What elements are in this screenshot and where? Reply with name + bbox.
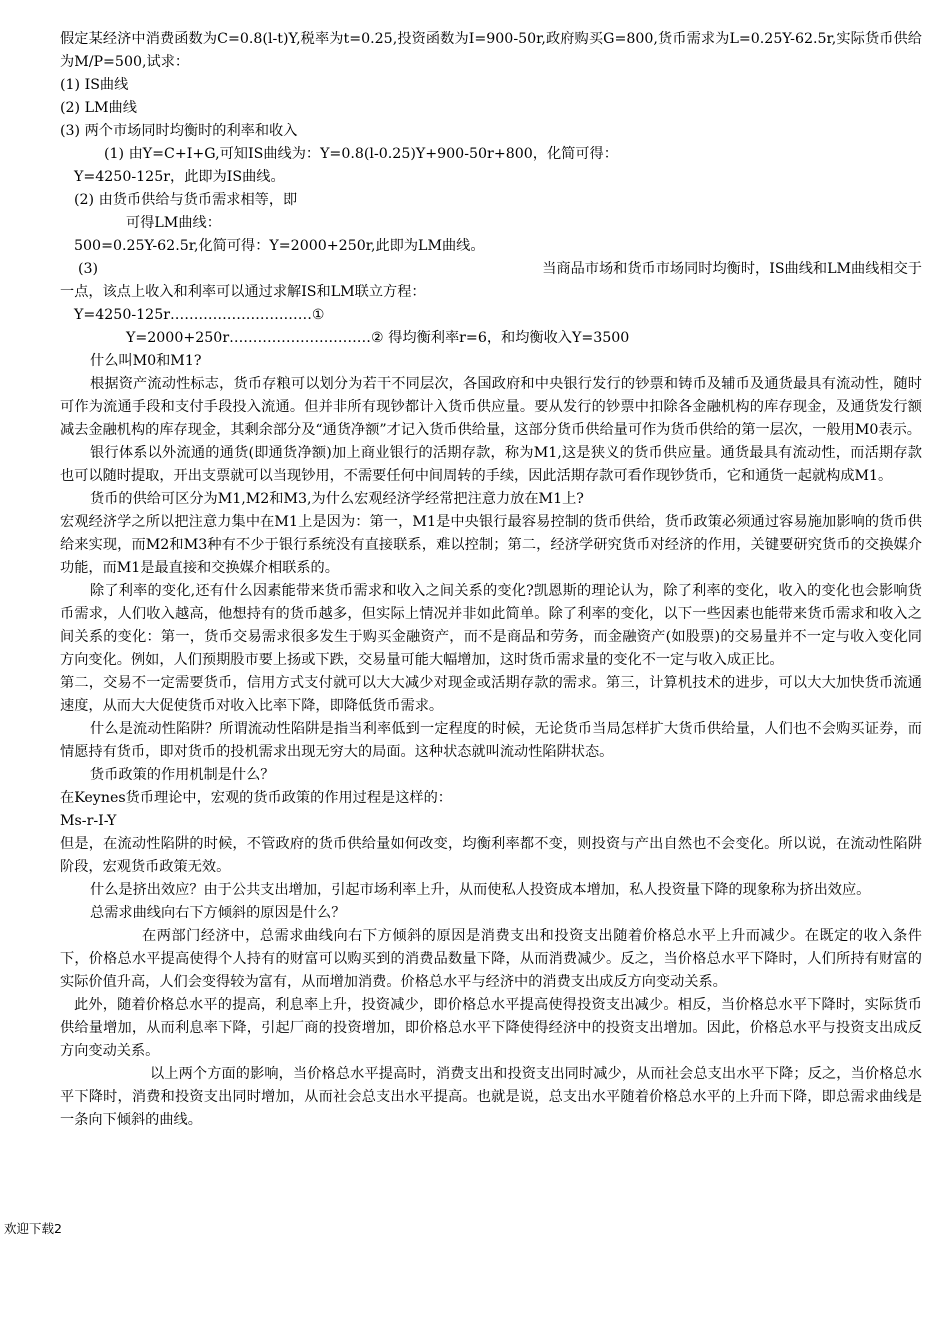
answer-2-line-1: (2) 由货币供给与货币需求相等，即 [74, 192, 298, 208]
m1-question: 货币的供给可区分为M1,M2和M3,为什么宏观经济学经常把注意力放在M1上? [90, 491, 584, 507]
answer-3-text-tail: 一点，该点上收入和利率可以通过求解IS和LM联立方程： [60, 284, 426, 300]
m0-m1-paragraph-2: 银行体系以外流通的通货(即通货净额)加上商业银行的活期存款，称为M1,这是狭义的货币供应量。通货最具有流动性，而活期存款也可以随时提取，开出支票就可以当现钞用，不需要任何中间周转的手续，因此活期存款可看作现钞货币，它和通货一起就构成M1。 [60, 445, 922, 484]
m0-m1-paragraph-1: 根据资产流动性标志，货币存粮可以划分为若干不同层次，各国政府和中央银行发行的钞票和铸币及辅币及通货最具有流动性，随时可作为流通手段和支付手段投入流通。但并非所有现钞都计入货币供应量。要从发行的钞票中扣除各金融机构的库存现金，及通货发行额减去金融机构的库存现金，其剩余部分及“通货净额”才记入货币供给量，这部分货币供给量可作为货币供给的第一层次，一般用M0表示。 [60, 376, 922, 438]
m0-m1-question: 什么叫M0和M1? [90, 353, 202, 369]
answer-3-text-head: 当商品市场和货币市场同时均衡时，IS曲线和LM曲线相交于 [542, 261, 922, 277]
aggregate-demand-question: 总需求曲线向右下方倾斜的原因是什么？ [90, 905, 346, 921]
page-footer: 欢迎下载2 [4, 1221, 62, 1236]
answer-3-heading [60, 258, 922, 281]
answer-1-line-2: Y=4250-125r，此即为IS曲线。 [74, 169, 285, 185]
question-3: (3) 两个市场同时均衡时的利率和收入 [60, 123, 298, 139]
answer-1-line-1: (1) 由Y=C+I+G,可知IS曲线为：Y=0.8(l-0.25)Y+900-50r+800，化简可得： [104, 146, 618, 162]
money-demand-paragraph-2: 第二，交易不一定需要货币，信用方式支付就可以大大减少对现金或活期存款的需求。第三，计算机技术的进步，可以大大加快货币流通速度，从而大大促使货币对收入比率下降，即降低货币需求。 [60, 675, 922, 714]
question-2: (2) LM曲线 [60, 100, 137, 116]
answer-3-number: (3) [78, 261, 99, 277]
monetary-mechanism-chain: Ms-r-I-Y [60, 813, 117, 829]
monetary-mechanism-question: 货币政策的作用机制是什么？ [90, 767, 275, 783]
equation-1: Y=4250-125r…………………………① [74, 307, 325, 323]
crowding-out-paragraph: 什么是挤出效应？由于公共支出增加，引起市场利率上升，从而使私人投资成本增加，私人投资量下降的现象称为挤出效应。 [90, 882, 871, 898]
aggregate-demand-paragraph-2: 此外，随着价格总水平的提高，利息率上升，投资减少，即价格总水平提高使得投资支出减少。相反，当价格总水平下降时，实际货币供给量增加，从而利息率下降，引起厂商的投资增加，即价格总水平下降使得经济中的投资支出增加。因此，价格总水平与投资支出成反方向变动关系。 [60, 997, 922, 1059]
equation-2: Y=2000+250r…………………………② 得均衡利率r=6，和均衡收入Y=3500 [126, 330, 630, 346]
m1-answer: 宏观经济学之所以把注意力集中在M1上是因为：第一，M1是中央银行最容易控制的货币供给，货币政策必须通过容易施加影响的货币供给来实现，而M2和M3种有不少于银行系统没有直接联系，难以控制；第二，经济学研究货币对经济的作用，关键要研究货币的交换媒介功能，而M1是最直接和交换媒介相联系的。 [60, 514, 922, 576]
aggregate-demand-paragraph-3: 以上两个方面的影响，当价格总水平提高时，消费支出和投资支出同时减少，从而社会总支出水平下降；反之，当价格总水平下降时，消费和投资支出同时增加，从而社会总支出水平提高。也就是说，总支出水平随着价格总水平的上升而下降，即总需求曲线是一条向下倾斜的曲线。 [60, 1066, 922, 1128]
answer-2-line-2: 可得LM曲线： [126, 215, 221, 231]
question-1: (1) IS曲线 [60, 77, 129, 93]
aggregate-demand-paragraph-1: 在两部门经济中，总需求曲线向右下方倾斜的原因是消费支出和投资支出随着价格总水平上升而减少。在既定的收入条件下，价格总水平提高使得个人持有的财富可以购买到的消费品数量下降，从而消费减少。反之，当价格总水平下降时，人们所持有财富的实际价值升高，人们会变得较为富有，从而增加消费。价格总水平与经济中的消费支出成反方向变动关系。 [60, 928, 922, 990]
answer-2-line-3: 500=0.25Y-62.5r,化简可得：Y=2000+250r,此即为LM曲线。 [74, 238, 485, 254]
money-demand-paragraph-1: 除了利率的变化,还有什么因素能带来货币需求和收入之间关系的变化?凯恩斯的理论认为，除了利率的变化，收入的变化也会影响货币需求，人们收入越高，他想持有的货币越多，但实际上情况并非如此简单。除了利率的变化，以下一些因素也能带来货币需求和收入之间关系的变化：第一，货币交易需求很多发生于购买金融资产，而不是商品和劳务，而金融资产(如股票)的交易量并不一定与收入变化同方向变化。例如，人们预期股市要上扬或下跌，交易量可能大幅增加，这时货币需求量的变化不一定与收入成正比。 [60, 583, 922, 668]
liquidity-trap-paragraph: 什么是流动性陷阱？所谓流动性陷阱是指当利率低到一定程度的时候，无论货币当局怎样扩大货币供给量，人们也不会购买证券，而情愿持有货币，即对货币的投机需求出现无穷大的局面。这种状态就叫流动性陷阱状态。 [60, 721, 922, 760]
monetary-mechanism-answer-2: 但是，在流动性陷阱的时候，不管政府的货币供给量如何改变，均衡利率都不变，则投资与产出自然也不会变化。所以说，在流动性陷阱阶段，宏观货币政策无效。 [60, 836, 922, 875]
problem-statement: 假定某经济中消费函数为C=0.8(l-t)Y,税率为t=0.25,投资函数为I=900-50r,政府购买G=800,货币需求为L=0.25Y-62.5r,实际货币供给为M/P=500,试求： [60, 31, 922, 70]
monetary-mechanism-answer-1: 在Keynes货币理论中，宏观的货币政策的作用过程是这样的： [60, 790, 452, 806]
document-body [60, 28, 922, 1132]
